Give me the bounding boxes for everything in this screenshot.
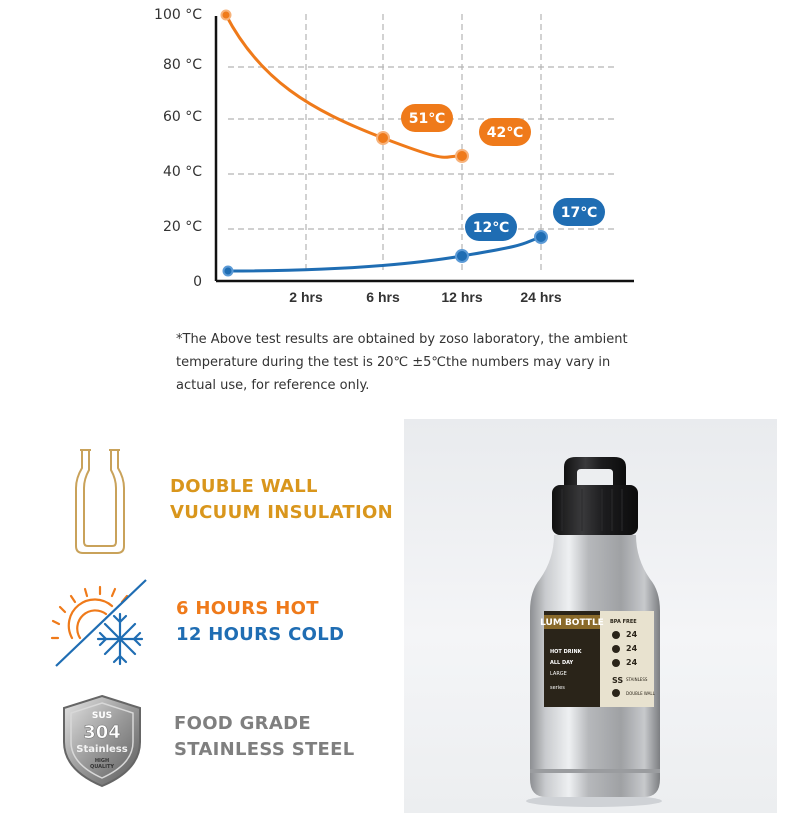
bottle-illustration bbox=[404, 419, 777, 813]
badge-304: 304 bbox=[83, 722, 121, 743]
bottle-label-ss: SS bbox=[612, 676, 624, 685]
data-point bbox=[224, 267, 233, 276]
y-tick-label: 60 °C bbox=[162, 109, 202, 125]
y-tick-label: 80 °C bbox=[162, 57, 202, 73]
bottle-label-line-3: LARGE bbox=[550, 671, 567, 677]
y-tick-label: 40 °C bbox=[162, 164, 202, 180]
insulation-feature bbox=[170, 474, 393, 526]
data-point bbox=[456, 250, 468, 262]
sus304-shield-icon bbox=[56, 692, 148, 790]
hot-line: 6 HOURS HOT bbox=[176, 598, 319, 619]
insulation-line-1: DOUBLE WALL bbox=[170, 476, 318, 497]
data-label: 42℃ bbox=[486, 125, 524, 141]
series-line bbox=[226, 15, 462, 157]
chart-axes bbox=[216, 16, 634, 281]
cold-line: 12 HOURS COLD bbox=[176, 624, 345, 645]
bottle-label-bpa: BPA FREE bbox=[610, 619, 637, 625]
badge-sus: SUS bbox=[91, 711, 113, 721]
data-point bbox=[456, 150, 468, 162]
y-tick-label: 20 °C bbox=[162, 219, 202, 235]
y-tick-label: 0 bbox=[193, 274, 202, 290]
chart-grid bbox=[228, 14, 616, 270]
test-results-note: *The Above test results are obtained by zoso laboratory, the ambient temperature during the test is 20℃ ±5℃the numbers may vary in actual use, for reference only. bbox=[176, 332, 628, 393]
data-point bbox=[377, 132, 389, 144]
bottle-label-line-4: series bbox=[550, 685, 565, 691]
x-axis-ticks bbox=[289, 289, 562, 305]
x-tick-label: 24 hrs bbox=[520, 289, 562, 305]
chart-data-labels bbox=[401, 104, 605, 241]
badge-quality: QUALITY bbox=[89, 764, 115, 770]
data-label: 17℃ bbox=[560, 205, 598, 221]
hot-cold-feature bbox=[176, 596, 344, 648]
sun-snowflake-icon bbox=[50, 576, 150, 672]
steel-line-2: STAINLESS STEEL bbox=[174, 739, 355, 760]
bottle-label-line-2: ALL DAY bbox=[550, 660, 574, 666]
x-tick-label: 12 hrs bbox=[441, 289, 483, 305]
bottle-label-24-c: 24 bbox=[626, 658, 638, 667]
x-tick-label: 2 hrs bbox=[289, 289, 323, 305]
bottle-label-stainless: STAINLESS bbox=[626, 677, 648, 682]
badge-stainless: Stainless bbox=[76, 744, 128, 755]
steel-feature bbox=[174, 711, 355, 763]
bottle-label-24-a: 24 bbox=[626, 630, 638, 639]
data-label: 51℃ bbox=[408, 111, 446, 127]
data-label: 12℃ bbox=[472, 220, 510, 236]
water-bottle-photo bbox=[404, 419, 777, 813]
bottle-label-line-1: HOT DRINK bbox=[550, 649, 582, 655]
bottle-label-24-b: 24 bbox=[626, 644, 638, 653]
data-point bbox=[535, 231, 547, 243]
bottle-label-title: LUM BOTTLE bbox=[540, 618, 604, 628]
y-tick-label: 100 °C bbox=[154, 7, 202, 23]
badge-high: HIGH bbox=[94, 758, 110, 764]
insulation-line-2: VUCUUM INSULATION bbox=[170, 502, 393, 523]
series-line bbox=[228, 237, 541, 271]
double-wall-icon bbox=[72, 446, 128, 558]
data-point bbox=[222, 11, 231, 20]
steel-line-1: FOOD GRADE bbox=[174, 713, 311, 734]
x-tick-label: 6 hrs bbox=[366, 289, 400, 305]
bottle-label-double-wall: DOUBLE WALL bbox=[626, 691, 655, 696]
y-axis-ticks bbox=[154, 7, 202, 290]
